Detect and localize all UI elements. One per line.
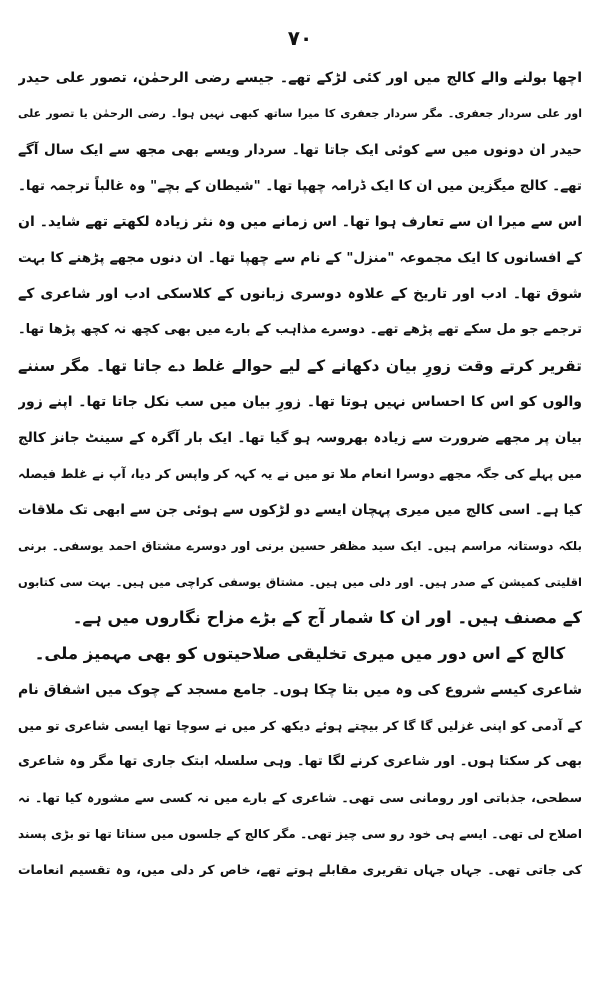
text-line: اور علی سردار جعفری۔ مگر سردار جعفری کا میرا ساتھ کبھی نہیں ہوا۔ رضی الرحمٰن یا تصور علی (18, 107, 582, 120)
text-line: اس سے میرا ان سے تعارف ہوا تھا۔ اس زمانے میں وہ نثر زیادہ لکھتے تھے شاید۔ ان (18, 214, 582, 230)
text-line: تقریر کرتے وقت زورِ بیان دکھانے کے لیے حوالے غلط دے جاتا تھا۔ مگر سننے (18, 357, 582, 375)
text-line: اچھا بولنے والے کالج میں اور کئی لڑکے تھے۔ جیسے رضی الرحمٰن، تصور علی حیدر (18, 70, 582, 86)
text-line: کے مصنف ہیں۔ اور ان کا شمار آج کے بڑے مزاح نگاروں میں ہے۔ (72, 608, 582, 627)
text-line: تھے۔ کالج میگزین میں ان کا ایک ڈرامہ چھپا تھا۔ "شیطان کے بچے" وہ غالباً ترجمہ تھا۔ (18, 178, 582, 194)
text-line: والوں کو اس کا احساس نہیں ہوتا تھا۔ زورِ بیان میں سب نکل جاتا تھا۔ اپنے زور (18, 394, 582, 410)
text-line: اقلیتی کمیشن کے صدر ہیں۔ اور دلی میں ہیں۔ مشتاق یوسفی کراچی میں ہیں۔ بہت سی کتابوں (18, 575, 582, 589)
text-line: کالج کے اس دور میں میری تخلیقی صلاحیتوں کو بھی مہمیز ملی۔ (34, 644, 566, 663)
text-line: سطحی، جذباتی اور رومانی سی تھی۔ شاعری کے بارے میں نہ کسی سے مشورہ کیا تھا۔ نہ (18, 790, 582, 805)
text-line: اصلاح لی تھی۔ ایسے ہی خود رو سی چیز تھی۔ مگر کالج کے جلسوں میں سناتا تھا تو بڑی پسند (18, 827, 582, 841)
text-line: شاعری کیسے شروع کی وہ میں بتا چکا ہوں۔ جامع مسجد کے چوک میں اشفاق نام (18, 682, 582, 698)
text-line: کیا ہے۔ اسی کالج میں میری پہچان ایسے دو لڑکوں سے ہوئی جن سے ابھی تک ملاقات (18, 502, 582, 518)
body-text (18, 60, 582, 888)
text-line: بیان پر مجھے ضرورت سے زیادہ بھروسہ ہو گیا تھا۔ ایک بار آگرہ کے سینٹ جانز کالج (18, 430, 582, 446)
text-line: بلکہ دوستانہ مراسم ہیں۔ ایک سید مظفر حسین برنی اور دوسرے مشتاق احمد یوسفی۔ برنی (18, 539, 582, 553)
text-line: میں پہلے کی جگہ مجھے دوسرا انعام ملا تو میں نے یہ کہہ کر واپس کر دیا، آپ نے غلط فیصلہ (18, 466, 582, 481)
text-line: شوق تھا۔ ادب اور تاریخ کے علاوہ دوسری زبانوں کے کلاسکی ادب اور شاعری کے (18, 286, 582, 302)
text-line: بھی کر سکتا ہوں۔ اور شاعری کرنے لگا تھا۔ وہی سلسلہ ابتک جاری تھا مگر وہ شاعری (18, 754, 582, 769)
text-line: حیدر ان دونوں میں سے کوئی ایک جاتا تھا۔ سردار ویسے بھی مجھ سے ایک سال آگے (18, 142, 582, 158)
text-line: کے آدمی کو اپنی غزلیں گا گا کر بیچتے ہوئے دیکھ کر میں نے سوچا تھا ایسی شاعری تو میں (18, 718, 582, 733)
text-line: کی جاتی تھی۔ جہاں جہاں تقریری مقابلے ہوتے تھے، خاص کر دلی میں، وہ تقسیم انعامات (18, 862, 582, 877)
text-line: کے افسانوں کا ایک مجموعہ "منزل" کے نام سے چھپا تھا۔ ان دنوں مجھے پڑھنے کا بہت (18, 250, 582, 266)
text-line: ترجمے جو مل سکے تھے پڑھے تھے۔ دوسرے مذاہب کے بارے میں بھی کچھ نہ کچھ پڑھا تھا۔ (18, 322, 582, 337)
page-number: ۷۰ (287, 26, 313, 50)
